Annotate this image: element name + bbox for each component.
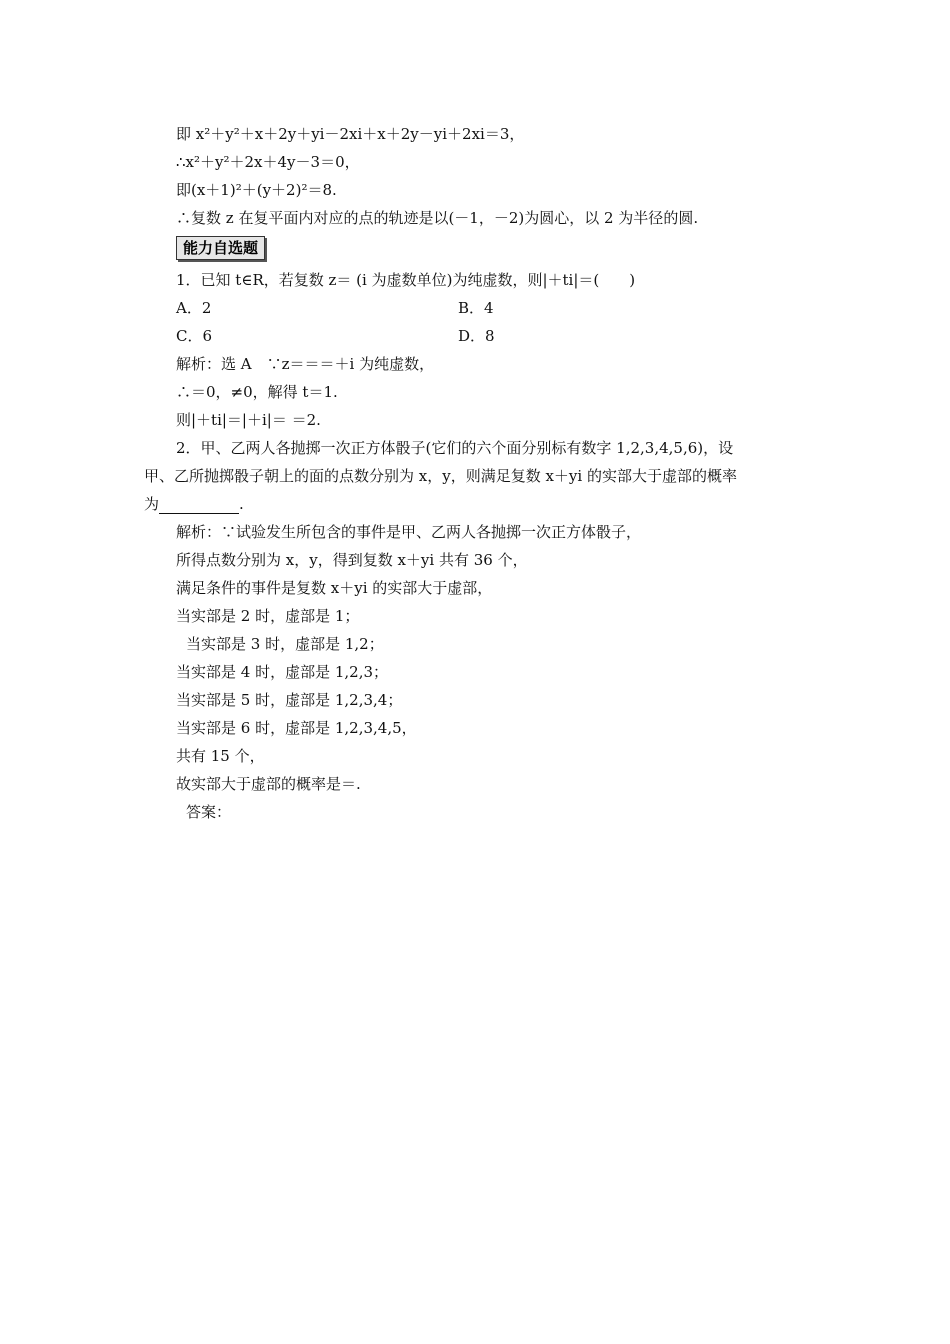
solution-2-line-8: 当实部是 6 时，虚部是 1,2,3,4,5，: [176, 719, 417, 737]
option-d: D．8: [458, 327, 495, 345]
option-a: A．2: [176, 299, 212, 317]
section-heading: 能力自选题: [176, 236, 265, 260]
option-c: C．6: [176, 327, 213, 345]
question-1: 1．已知 t∈R，若复数 z＝ (i 为虚数单位)为纯虚数，则|＋ti|＝( ): [176, 271, 636, 289]
option-b: B．4: [458, 299, 494, 317]
solution-2-line-3: 满足条件的事件是复数 x＋yi 的实部大于虚部，: [176, 579, 493, 597]
solution-2-line-7: 当实部是 5 时，虚部是 1,2,3,4；: [176, 691, 403, 709]
equation-line-1: 即 x²＋y²＋x＋2y＋yi－2xi＋x＋2y－yi＋2xi＝3，: [176, 125, 525, 143]
equation-line-3: 即(x＋1)²＋(y＋2)²＝8.: [176, 181, 337, 199]
solution-1-line-1: 解析：选 A ∵z＝＝＝＋i 为纯虚数，: [176, 355, 435, 373]
solution-2-line-10: 故实部大于虚部的概率是＝.: [176, 775, 361, 793]
solution-2-line-5: 当实部是 3 时，虚部是 1,2；: [186, 635, 384, 653]
solution-1-line-3: 则|＋ti|＝|＋i|＝ ＝2.: [176, 411, 321, 429]
answer-label: 答案：: [186, 803, 232, 821]
solution-2-line-9: 共有 15 个，: [176, 747, 265, 765]
solution-2-line-2: 所得点数分别为 x，y，得到复数 x＋yi 共有 36 个，: [176, 551, 528, 569]
solution-2-line-1: 解析：∵试验发生所包含的事件是甲、乙两人各抛掷一次正方体骰子，: [176, 523, 642, 541]
answer-blank: [159, 497, 239, 514]
question-2-prefix: 为: [144, 495, 160, 513]
question-2-line-1: 2．甲、乙两人各抛掷一次正方体骰子(它们的六个面分别标有数字 1,2,3,4,5,6)，设: [176, 439, 734, 457]
question-2-line-3: 为 .: [144, 495, 244, 513]
question-2-line-2: 甲、乙所抛掷骰子朝上的面的点数分别为 x，y，则满足复数 x＋yi 的实部大于虚部的概率: [144, 467, 737, 485]
equation-line-2: ∴x²＋y²＋2x＋4y－3＝0，: [176, 153, 360, 171]
conclusion-line: ∴复数 z 在复平面内对应的点的轨迹是以(－1，－2)为圆心，以 2 为半径的圆.: [176, 209, 699, 227]
solution-2-line-6: 当实部是 4 时，虚部是 1,2,3；: [176, 663, 389, 681]
solution-2-line-4: 当实部是 2 时，虚部是 1；: [176, 607, 360, 625]
solution-1-line-2: ∴＝0，≠0，解得 t＝1.: [176, 383, 338, 401]
